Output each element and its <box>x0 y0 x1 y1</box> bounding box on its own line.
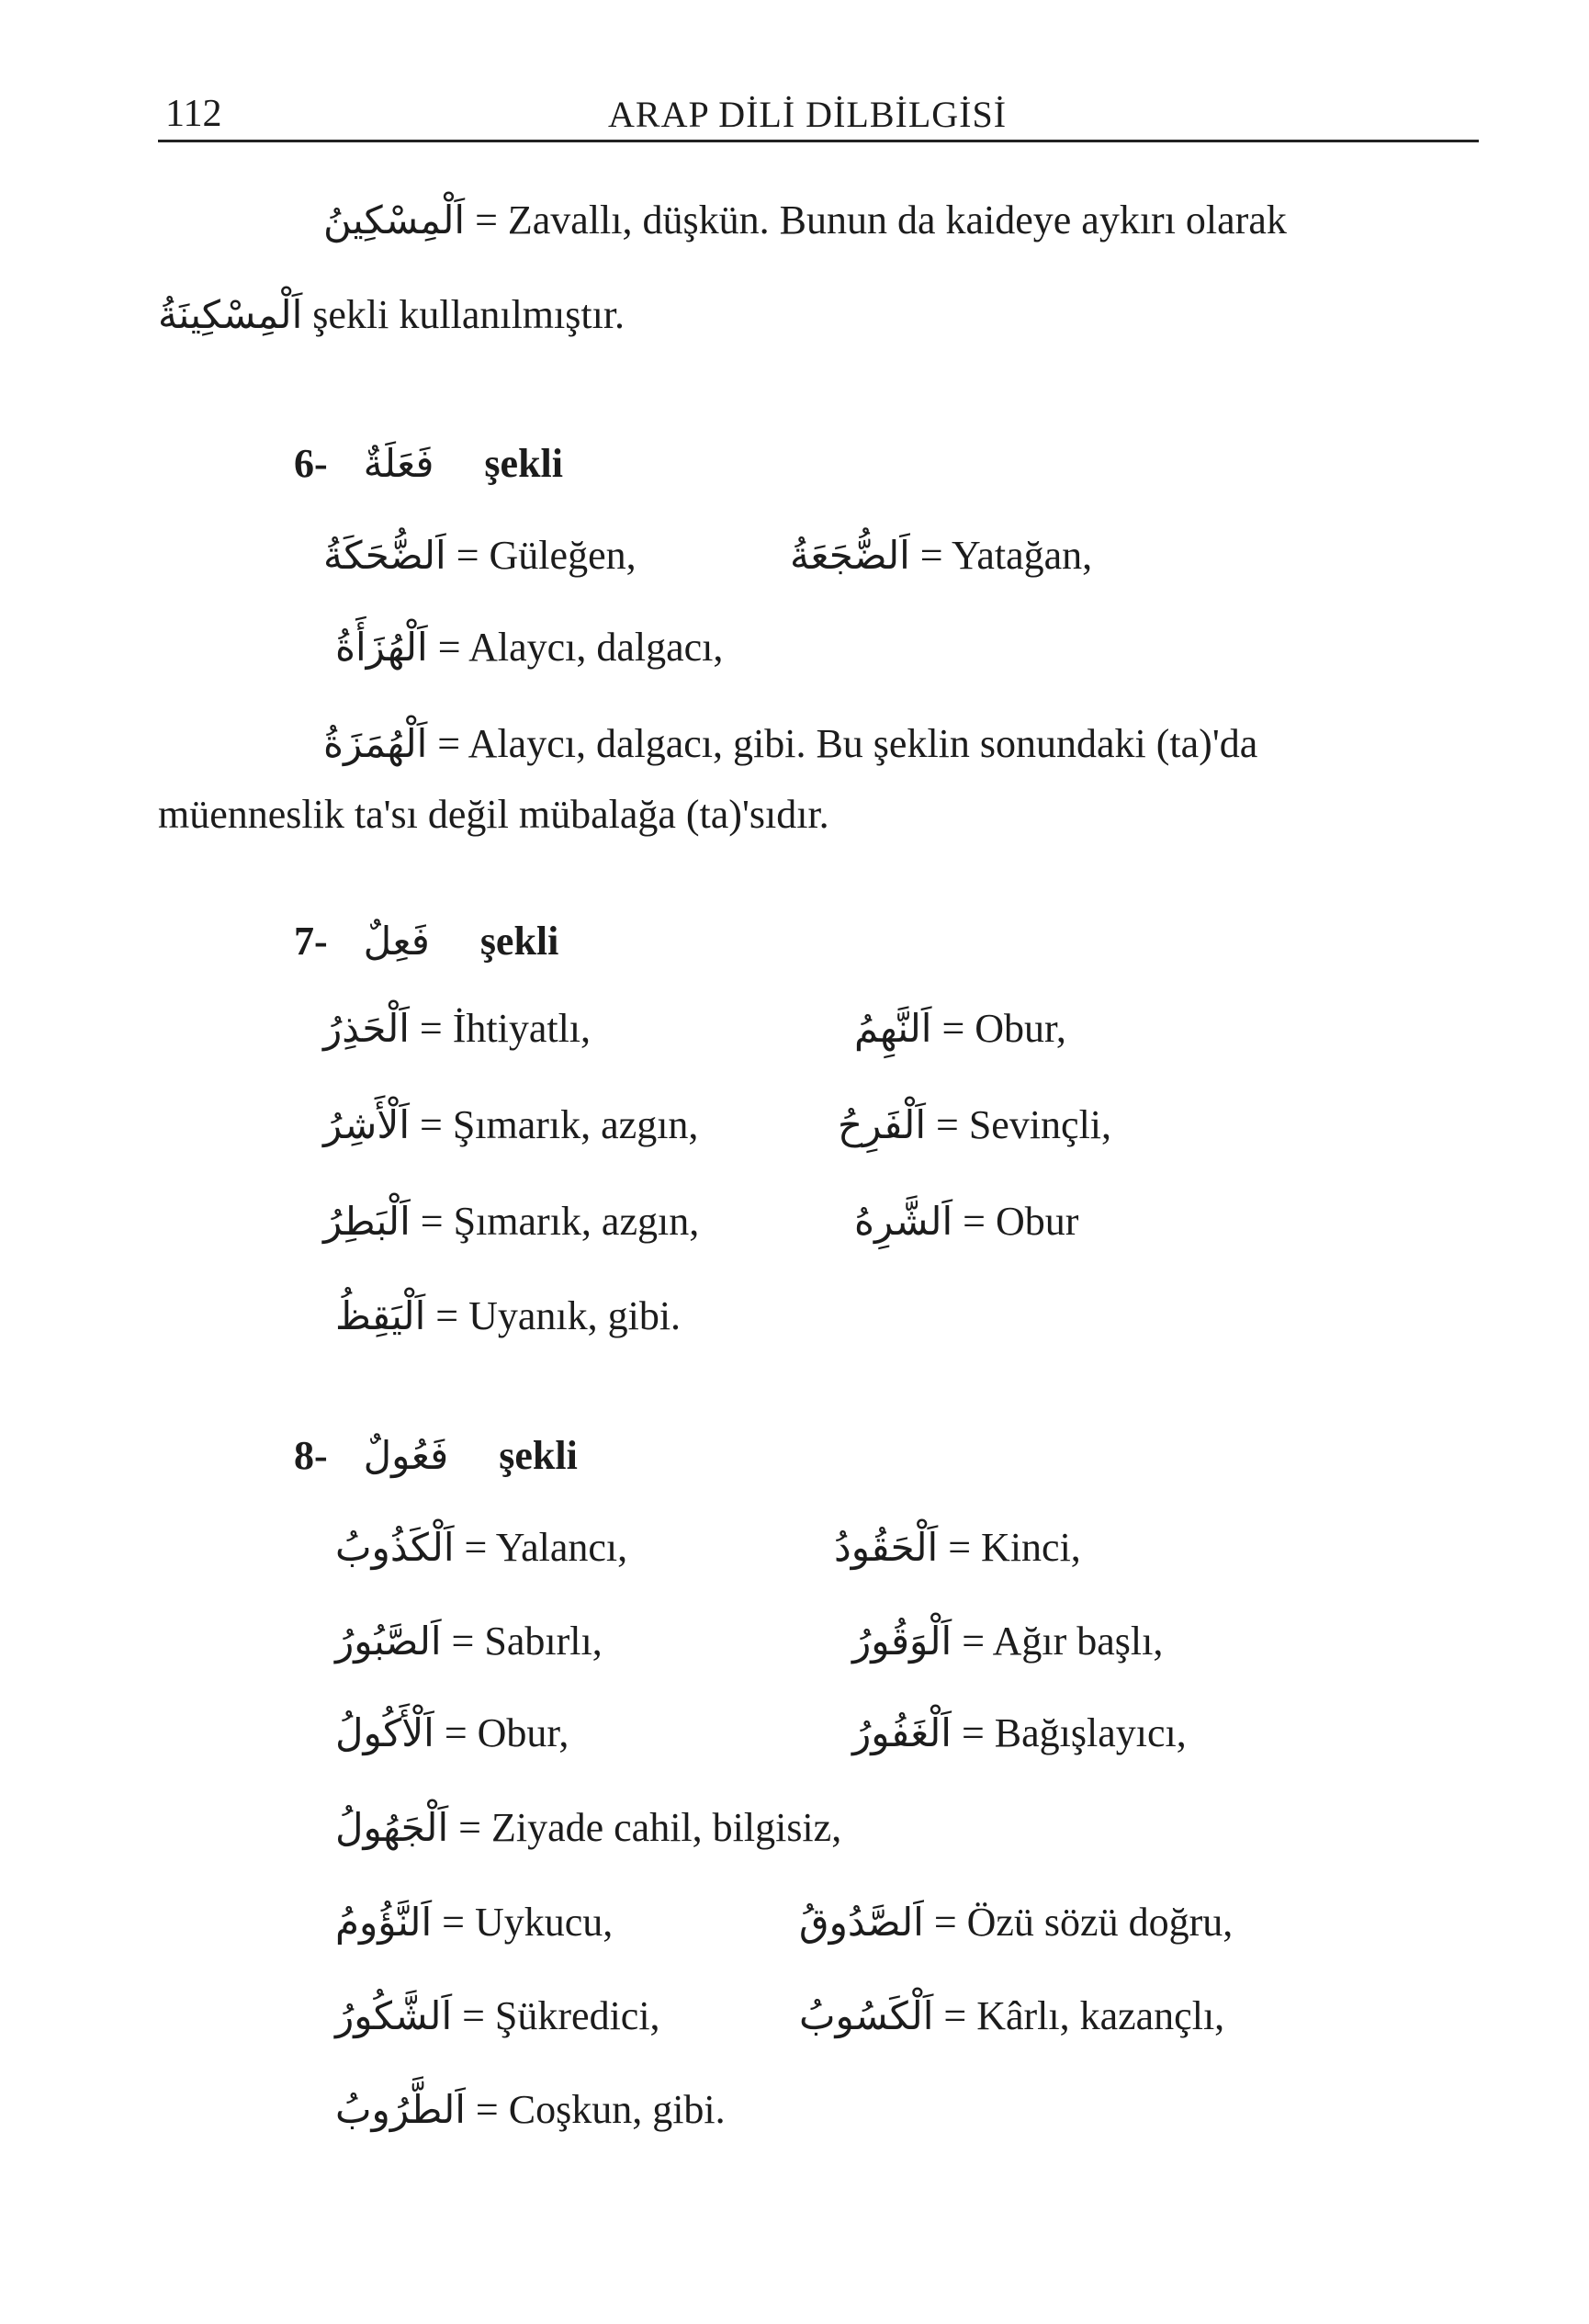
s7-entry <box>838 1102 1111 1149</box>
arabic-word: اَلْغَفُورُ <box>852 1710 952 1755</box>
s7-entry <box>323 1102 698 1149</box>
definition: = Coşkun, gibi. <box>475 2087 726 2132</box>
definition: = Kinci, <box>948 1525 1081 1570</box>
section-label: şekli <box>479 919 559 964</box>
running-title: ARAP DİLİ DİLBİLGİSİ <box>608 94 1008 135</box>
s8-entry <box>834 1525 1081 1572</box>
definition: = İhtiyatlı, <box>419 1006 592 1051</box>
definition: = Kârlı, kazançlı, <box>943 1993 1225 2038</box>
s8-entry <box>335 1900 613 1946</box>
definition: = Obur, <box>444 1710 569 1755</box>
intro-line-2 <box>158 292 625 339</box>
s8-entry <box>335 1710 569 1757</box>
definition: = Bağışlayıcı, <box>961 1710 1187 1755</box>
section-7-heading <box>294 919 558 965</box>
page-number: 112 <box>165 93 222 135</box>
section-label: şekli <box>499 1433 578 1478</box>
arabic-word: اَلضُّجَعَةُ <box>790 533 910 578</box>
arabic-word: اَلطَّرُوبُ <box>335 2087 466 2132</box>
arabic-word: اَلْبَطِرُ <box>323 1199 411 1244</box>
definition: = Şımarık, azgın, <box>420 1102 699 1147</box>
s8-entry <box>335 1619 603 1665</box>
s8-entry <box>335 2087 726 2134</box>
arabic-word: اَلْأَكُولُ <box>335 1710 434 1755</box>
arabic-word: اَلنَّهِمُ <box>854 1006 932 1051</box>
s7-entry <box>323 1006 591 1053</box>
definition: = Ziyade cahil, bilgisiz, <box>458 1805 842 1850</box>
s8-entry <box>335 1805 841 1852</box>
s7-entry <box>335 1293 681 1340</box>
page-header <box>158 85 1479 142</box>
definition: = Yatağan, <box>919 533 1093 578</box>
arabic-word: اَلْمِسْكِينُ <box>323 197 466 243</box>
arabic-word: اَلصَّدُوقُ <box>799 1900 924 1945</box>
s8-entry <box>852 1619 1163 1665</box>
pattern-word: فَعَلَةٌ <box>363 441 434 486</box>
definition: = Özü sözü doğru, <box>933 1900 1234 1945</box>
section-number: 7- <box>294 919 328 964</box>
s8-entry <box>852 1710 1187 1757</box>
definition: = Uyanık, gibi. <box>435 1293 682 1338</box>
pattern-word: فَعِلٌ <box>363 919 430 964</box>
s6-entry <box>323 721 1257 768</box>
arabic-word: اَلشَّكُورُ <box>335 1993 453 2038</box>
arabic-word: اَلْحَذِرُ <box>323 1006 410 1051</box>
s7-entry <box>854 1199 1078 1246</box>
definition: = Obur <box>963 1199 1079 1244</box>
definition: = Alaycı, dalgacı, <box>437 625 724 670</box>
arabic-word: اَلْكَذُوبُ <box>335 1525 455 1570</box>
arabic-word: اَلنَّؤُومُ <box>335 1900 433 1945</box>
section-8-heading <box>294 1433 578 1480</box>
definition: = Zavallı, düşkün. Bunun da kaideye aykırı olarak <box>475 197 1287 243</box>
arabic-word: اَلضُّحَكَةُ <box>323 533 446 578</box>
arabic-word: اَلْجَهُولُ <box>335 1805 449 1850</box>
arabic-word: اَلْوَقُورُ <box>852 1619 952 1664</box>
arabic-word: اَلْيَقِظُ <box>335 1293 426 1338</box>
definition: = Alaycı, dalgacı, gibi. Bu şeklin sonundaki (ta)'da <box>437 721 1258 766</box>
section-label: şekli <box>484 441 563 486</box>
definition: = Güleğen, <box>456 533 637 578</box>
arabic-word: اَلْهُزَأَةُ <box>335 625 428 670</box>
arabic-word: اَلشَّرِهُ <box>854 1199 953 1244</box>
s7-entry <box>323 1199 699 1246</box>
intro-line-1 <box>323 197 1287 244</box>
arabic-word: اَلصَّبُورُ <box>335 1619 442 1664</box>
arabic-word: اَلْفَرِحُ <box>838 1102 926 1147</box>
arabic-word: اَلْحَقُودُ <box>834 1525 939 1570</box>
s7-entry <box>854 1006 1066 1053</box>
definition: = Obur, <box>941 1006 1066 1051</box>
definition: = Yalancı, <box>464 1525 628 1570</box>
s8-entry <box>335 1993 660 2040</box>
s6-continuation <box>158 792 829 839</box>
definition: = Sevinçli, <box>936 1102 1112 1147</box>
arabic-word: اَلْأَشِرُ <box>323 1102 410 1147</box>
definition: = Ağır başlı, <box>962 1619 1164 1664</box>
definition: = Şükredici, <box>462 1993 660 2038</box>
definition: müenneslik ta'sı değil mübalağa (ta)'sıdır. <box>158 792 829 837</box>
s8-entry <box>799 1900 1233 1946</box>
s6-entry <box>335 625 723 671</box>
definition: = Sabırlı, <box>451 1619 603 1664</box>
s8-entry <box>335 1525 627 1572</box>
s6-entry <box>323 533 637 580</box>
arabic-word: اَلْهُمَزَةُ <box>323 721 428 766</box>
pattern-word: فَعُولٌ <box>363 1433 449 1478</box>
definition: = Şımarık, azgın, <box>420 1199 700 1244</box>
s6-entry <box>790 533 1092 580</box>
section-6-heading <box>294 441 563 488</box>
arabic-word: اَلْمِسْكِينَةُ <box>158 292 303 337</box>
definition: şekli kullanılmıştır. <box>312 292 625 337</box>
section-number: 8- <box>294 1433 328 1478</box>
arabic-word: اَلْكَسُوبُ <box>799 1993 934 2038</box>
s8-entry <box>799 1993 1224 2040</box>
definition: = Uykucu, <box>442 1900 614 1945</box>
section-number: 6- <box>294 441 328 486</box>
